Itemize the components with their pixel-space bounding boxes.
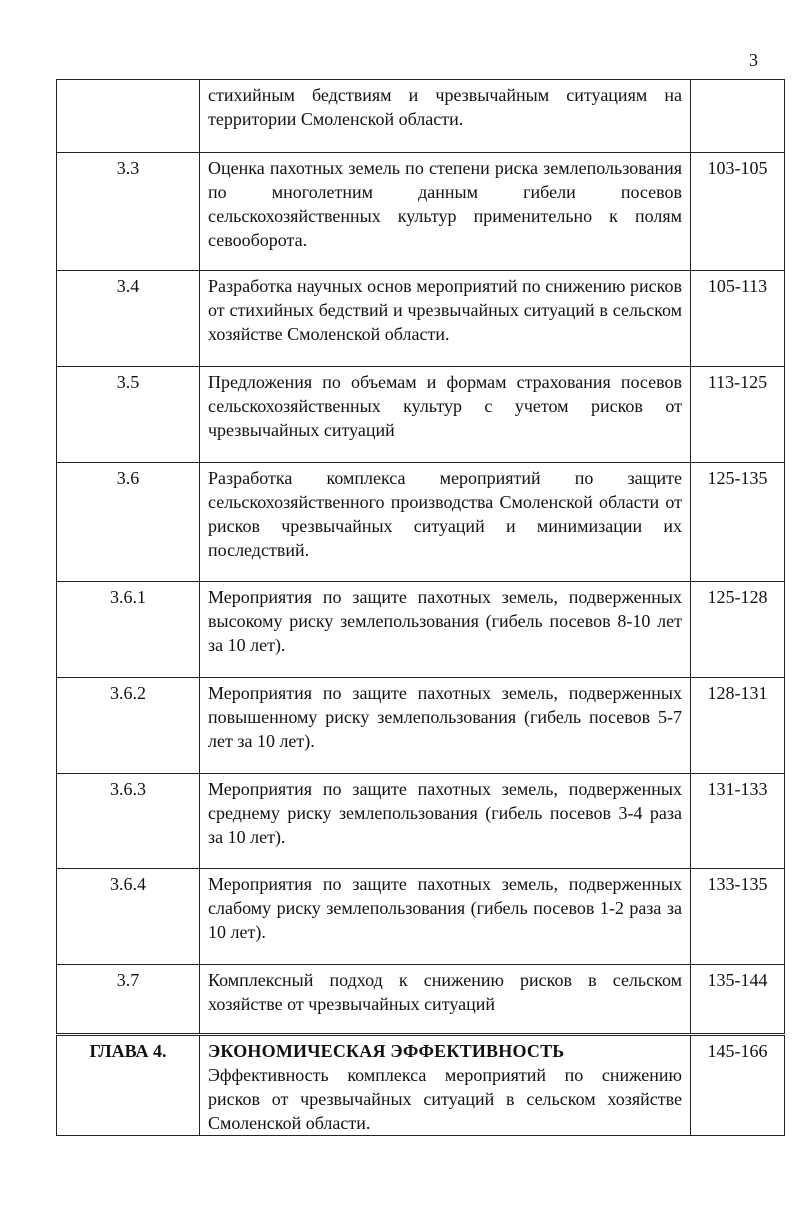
- section-number: 3.6.3: [57, 774, 200, 869]
- section-pages: 113-125: [691, 367, 785, 463]
- section-number: 3.6.4: [57, 869, 200, 965]
- section-pages: 103-105: [691, 153, 785, 271]
- chapter-content: [200, 1035, 691, 1136]
- section-number: 3.7: [57, 965, 200, 1035]
- chapter-title: ЭКОНОМИЧЕСКАЯ ЭФФЕКТИВНОСТЬ: [208, 1041, 565, 1061]
- toc-row: [57, 965, 785, 1035]
- section-number: 3.3: [57, 153, 200, 271]
- chapter-number: [57, 1035, 200, 1136]
- table-of-contents: [56, 79, 785, 1136]
- chapter-label: ГЛАВА 4.: [89, 1041, 167, 1061]
- toc-row: [57, 678, 785, 774]
- section-title: Оценка пахотных земель по степени риска землепользования по многолетним данным гибели посевов сельскохозяйственных культур применительно к полям севооборота.: [200, 153, 691, 271]
- section-pages: 125-135: [691, 463, 785, 582]
- section-pages: 128-131: [691, 678, 785, 774]
- section-title: стихийным бедствиям и чрезвычайным ситуациям на территории Смоленской области.: [200, 80, 691, 153]
- toc-row: [57, 153, 785, 271]
- section-number: 3.5: [57, 367, 200, 463]
- section-title: Комплексный подход к снижению рисков в сельском хозяйстве от чрезвычайных ситуаций: [200, 965, 691, 1035]
- page-number: 3: [749, 50, 758, 70]
- section-number: [57, 80, 200, 153]
- section-title: Мероприятия по защите пахотных земель, подверженных повышенному риску землепользования (гибель посевов 5-7 лет за 10 лет).: [200, 678, 691, 774]
- section-number: 3.6.1: [57, 582, 200, 678]
- toc-row: [57, 80, 785, 153]
- chapter-description: Эффективность комплекса мероприятий по снижению рисков от чрезвычайных ситуаций в сельском хозяйстве Смоленской области.: [208, 1065, 682, 1133]
- section-title: Мероприятия по защите пахотных земель, подверженных среднему риску землепользования (гибель посевов 3-4 раза за 10 лет).: [200, 774, 691, 869]
- toc-chapter-row: [57, 1035, 785, 1136]
- section-title: Предложения по объемам и формам страхования посевов сельскохозяйственных культур с учетом рисков от чрезвычайных ситуаций: [200, 367, 691, 463]
- section-pages: [691, 80, 785, 153]
- section-pages: 133-135: [691, 869, 785, 965]
- toc-row: [57, 271, 785, 367]
- toc-row: [57, 582, 785, 678]
- section-pages: 105-113: [691, 271, 785, 367]
- section-title: Разработка комплекса мероприятий по защите сельскохозяйственного производства Смоленской области от рисков чрезвычайных ситуаций и минимизации их последствий.: [200, 463, 691, 582]
- section-pages: 125-128: [691, 582, 785, 678]
- toc-row: [57, 774, 785, 869]
- toc-row: [57, 869, 785, 965]
- section-pages: 131-133: [691, 774, 785, 869]
- section-pages: 135-144: [691, 965, 785, 1035]
- chapter-pages: 145-166: [691, 1035, 785, 1136]
- section-number: 3.4: [57, 271, 200, 367]
- toc-row: [57, 367, 785, 463]
- section-number: 3.6: [57, 463, 200, 582]
- section-number: 3.6.2: [57, 678, 200, 774]
- section-title: Мероприятия по защите пахотных земель, подверженных высокому риску землепользования (гибель посевов 8-10 лет за 10 лет).: [200, 582, 691, 678]
- section-title: Разработка научных основ мероприятий по снижению рисков от стихийных бедствий и чрезвычайных ситуаций в сельском хозяйстве Смоленской области.: [200, 271, 691, 367]
- toc-row: [57, 463, 785, 582]
- section-title: Мероприятия по защите пахотных земель, подверженных слабому риску землепользования (гибель посевов 1-2 раза за 10 лет).: [200, 869, 691, 965]
